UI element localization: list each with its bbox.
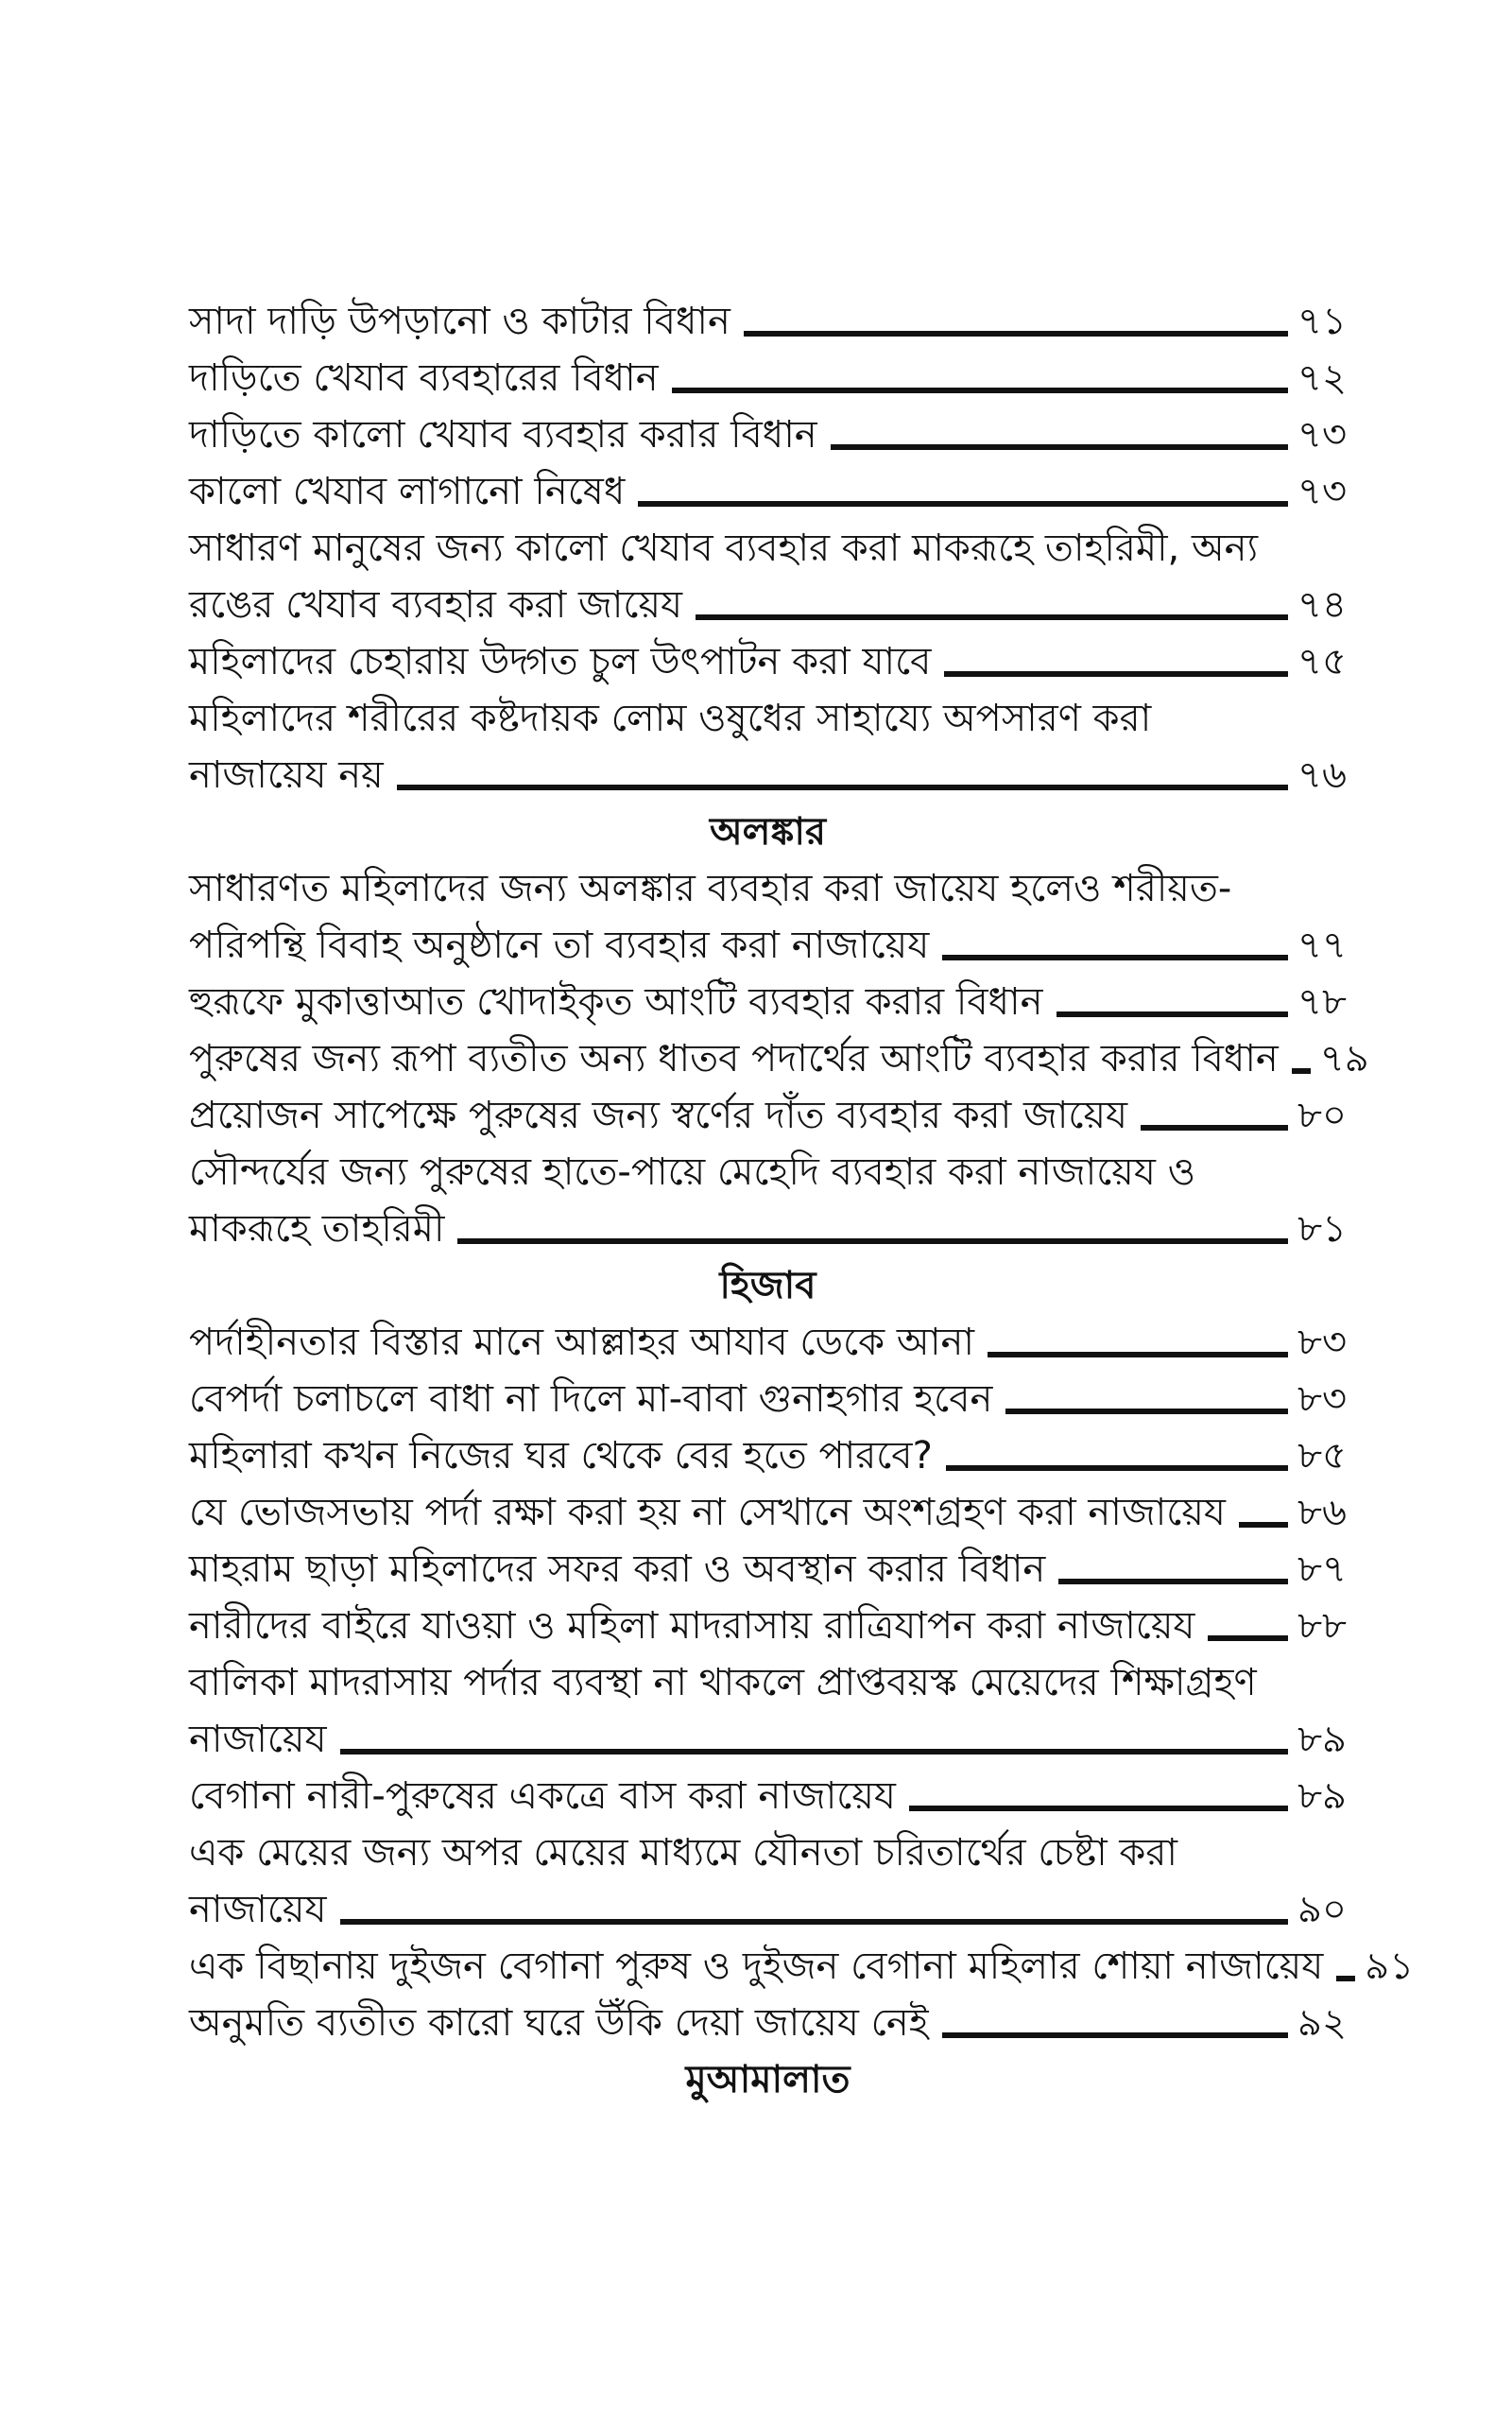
toc-entry bbox=[189, 1427, 1347, 1484]
toc-page-number: ৮৯ bbox=[1297, 1718, 1347, 1761]
toc-entry bbox=[189, 1541, 1347, 1598]
toc-page-number: ৭১ bbox=[1297, 300, 1347, 343]
toc-leader-line bbox=[340, 1749, 1289, 1754]
toc-entry-title: বেপর্দা চলাচলে বাধা না দিলে মা-বাবা গুনাহগার হবেন bbox=[189, 1377, 993, 1421]
toc-entry bbox=[189, 293, 1347, 350]
toc-leader-line bbox=[1336, 1976, 1355, 1981]
toc-entry-title: অনুমতি ব্যতীত কারো ঘরে উঁকি দেয়া জায়েয নেই bbox=[189, 2001, 929, 2045]
toc-entry-title: দাড়িতে খেযাব ব্যবহারের বিধান bbox=[189, 356, 659, 400]
toc-entry bbox=[189, 463, 1347, 520]
toc-page-number: ৭৩ bbox=[1297, 470, 1347, 513]
toc-leader-line bbox=[1292, 1068, 1311, 1074]
toc-entry-title-line1: মহিলাদের শরীরের কষ্টদায়ক লোম ওষুধের সাহায্যে অপসারণ করা bbox=[189, 697, 1152, 740]
toc-page-number: ৭৯ bbox=[1319, 1037, 1369, 1080]
toc-page-number: ৭৫ bbox=[1297, 640, 1347, 683]
toc-entry-title: মহিলারা কখন নিজের ঘর থেকে বের হতে পারবে? bbox=[189, 1434, 933, 1478]
toc-entry-title: হুরূফে মুকাত্তাআত খোদাইকৃত আংটি ব্যবহার করার বিধান bbox=[189, 980, 1043, 1024]
toc-leader-line bbox=[1058, 1579, 1288, 1584]
toc-page-number: ৭৬ bbox=[1297, 753, 1347, 797]
toc-leader-line bbox=[744, 331, 1288, 337]
toc-entry bbox=[189, 1768, 1347, 1824]
toc-entry bbox=[189, 860, 1347, 974]
toc-entry bbox=[189, 1030, 1369, 1087]
toc-entry-title: যে ভোজসভায় পর্দা রক্ষা করা হয় না সেখানে অংশগ্রহণ করা নাজায়েয bbox=[189, 1491, 1226, 1534]
toc-entry-title: পুরুষের জন্য রূপা ব্যতীত অন্য ধাতব পদার্থের আংটি ব্যবহার করার বিধান bbox=[189, 1037, 1279, 1080]
toc-page-number: ৮৮ bbox=[1297, 1604, 1347, 1648]
toc-entry-title: দাড়িতে কালো খেযাব ব্যবহার করার বিধান bbox=[189, 413, 817, 457]
toc-leader-line bbox=[988, 1352, 1288, 1357]
toc-entry bbox=[189, 1087, 1347, 1144]
toc-leader-line bbox=[1057, 1011, 1289, 1017]
toc-entry-title: নারীদের বাইরে যাওয়া ও মহিলা মাদরাসায় রাত্রিযাপন করা নাজায়েয bbox=[189, 1604, 1195, 1648]
toc-page-number: ৭৭ bbox=[1297, 924, 1347, 967]
toc-entry bbox=[189, 1598, 1347, 1654]
toc-leader-line bbox=[1239, 1522, 1288, 1528]
toc-page-number: ৮৩ bbox=[1297, 1377, 1347, 1421]
toc-entry-title: পর্দাহীনতার বিস্তার মানে আল্লাহর আযাব ডেকে আনা bbox=[189, 1321, 974, 1364]
toc-entry bbox=[189, 406, 1347, 463]
toc-leader-line bbox=[1005, 1409, 1288, 1414]
toc-entry-title: পরিপন্থি বিবাহ অনুষ্ঠানে তা ব্যবহার করা নাজায়েয bbox=[189, 924, 930, 967]
toc-leader-line bbox=[638, 501, 1288, 507]
toc-leader-line bbox=[946, 1465, 1288, 1471]
toc-entry bbox=[189, 974, 1347, 1030]
toc-leader-line bbox=[1141, 1125, 1288, 1131]
toc-entry-title: নাজায়েয নয় bbox=[189, 753, 384, 797]
toc-entry bbox=[189, 1654, 1347, 1768]
toc-entry bbox=[189, 1938, 1415, 1995]
toc-page-number: ৭২ bbox=[1297, 356, 1347, 400]
toc-entry-title: রঙের খেযাব ব্যবহার করা জায়েয bbox=[189, 583, 683, 627]
toc-leader-line bbox=[909, 1806, 1288, 1811]
toc-page-number: ৯১ bbox=[1365, 1945, 1415, 1988]
toc-leader-line bbox=[942, 955, 1288, 960]
table-of-contents bbox=[189, 293, 1415, 2108]
toc-entry-title: কালো খেযাব লাগানো নিষেধ bbox=[189, 470, 626, 513]
toc-entry-title-line1: সৌন্দর্যের জন্য পুরুষের হাতে-পায়ে মেহেদি ব্যবহার করা নাজায়েয ও bbox=[189, 1150, 1196, 1194]
toc-leader-line bbox=[831, 444, 1288, 450]
toc-entry-title-line1: সাধারণ মানুষের জন্য কালো খেযাব ব্যবহার করা মাকরূহে তাহরিমী, অন্য bbox=[189, 527, 1259, 570]
toc-entry-title: নাজায়েয bbox=[189, 1718, 327, 1761]
toc-entry-title-line1: এক মেয়ের জন্য অপর মেয়ের মাধ্যমে যৌনতা চরিতার্থের চেষ্টা করা bbox=[189, 1831, 1177, 1875]
toc-entry-title: প্রয়োজন সাপেক্ষে পুরুষের জন্য স্বর্ণের দাঁত ব্যবহার করা জায়েয bbox=[189, 1094, 1128, 1137]
toc-page-number: ৮৭ bbox=[1297, 1547, 1347, 1591]
toc-entry bbox=[189, 520, 1347, 633]
toc-entry-title: বেগানা নারী-পুরুষের একত্রে বাস করা নাজায়েয bbox=[189, 1774, 896, 1818]
toc-leader-line bbox=[672, 388, 1288, 393]
toc-page-number: ৮০ bbox=[1297, 1094, 1347, 1137]
section-heading-alankar: অলঙ্কার bbox=[709, 810, 827, 854]
toc-leader-line bbox=[397, 785, 1288, 790]
toc-entry bbox=[189, 1824, 1347, 1938]
toc-entry bbox=[189, 350, 1347, 406]
toc-entry-title: এক বিছানায় দুইজন বেগানা পুরুষ ও দুইজন বেগানা মহিলার শোয়া নাজায়েয bbox=[189, 1945, 1324, 1988]
toc-entry-title: মাহরাম ছাড়া মহিলাদের সফর করা ও অবস্থান করার বিধান bbox=[189, 1547, 1046, 1591]
toc-page-number: ৯২ bbox=[1297, 2001, 1347, 2045]
toc-entry-title: মহিলাদের চেহারায় উদ্গত চুল উৎপাটন করা যাবে bbox=[189, 640, 932, 683]
toc-page-number: ৯০ bbox=[1297, 1888, 1347, 1931]
section-heading-hijab: হিজাব bbox=[719, 1264, 816, 1307]
toc-entry bbox=[189, 1144, 1347, 1257]
toc-leader-line bbox=[944, 671, 1288, 677]
toc-entry-title: সাদা দাড়ি উপড়ানো ও কাটার বিধান bbox=[189, 300, 730, 343]
toc-entry bbox=[189, 633, 1347, 690]
toc-leader-line bbox=[696, 614, 1288, 620]
toc-page-number: ৭৪ bbox=[1297, 583, 1347, 627]
toc-entry-title-line1: সাধারণত মহিলাদের জন্য অলঙ্কার ব্যবহার করা জায়েয হলেও শরীয়ত- bbox=[189, 867, 1232, 910]
toc-leader-line bbox=[457, 1238, 1288, 1244]
toc-entry-title-line1: বালিকা মাদরাসায় পর্দার ব্যবস্থা না থাকলে প্রাপ্তবয়স্ক মেয়েদের শিক্ষাগ্রহণ bbox=[189, 1661, 1257, 1704]
toc-page-number: ৮৫ bbox=[1297, 1434, 1347, 1478]
toc-page-number: ৭৩ bbox=[1297, 413, 1347, 457]
section-heading-muamalat: মুআমালাত bbox=[685, 2058, 850, 2101]
toc-entry-title: নাজায়েয bbox=[189, 1888, 327, 1931]
toc-entry bbox=[189, 1484, 1347, 1541]
toc-leader-line bbox=[340, 1919, 1288, 1925]
toc-entry bbox=[189, 690, 1347, 804]
toc-page-number: ৮৩ bbox=[1297, 1321, 1347, 1364]
toc-entry bbox=[189, 1995, 1347, 2051]
toc-entry bbox=[189, 1314, 1347, 1371]
toc-page-number: ৮৬ bbox=[1297, 1491, 1347, 1534]
toc-page-number: ৮৯ bbox=[1297, 1774, 1347, 1818]
toc-entry-title: মাকরূহে তাহরিমী bbox=[189, 1207, 445, 1251]
toc-leader-line bbox=[1208, 1635, 1288, 1641]
toc-leader-line bbox=[942, 2032, 1289, 2038]
toc-entry bbox=[189, 1371, 1347, 1427]
toc-page-number: ৮১ bbox=[1297, 1207, 1347, 1251]
toc-page-number: ৭৮ bbox=[1297, 980, 1347, 1024]
